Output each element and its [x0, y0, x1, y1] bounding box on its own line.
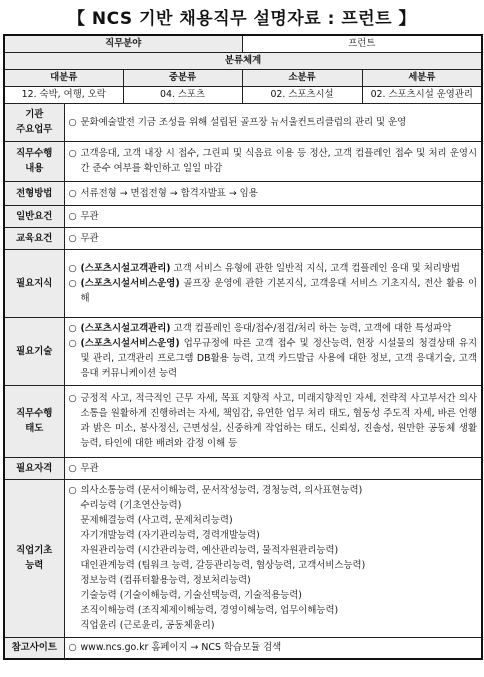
- bullet-icon: ○: [68, 262, 77, 274]
- knowledge-row: [4, 249, 482, 317]
- bullet-icon: ○: [68, 187, 77, 199]
- reference-link-text: www.ncs.go.kr 홈페이지 → NCS 학습모듈 검색: [80, 642, 282, 654]
- qualification-row: [4, 457, 482, 479]
- bullet-icon: ○: [68, 393, 77, 404]
- ability-item: 자원관리능력 (시간관리능력, 예산관리능력, 물적자원관리능력): [80, 545, 339, 556]
- screening-row: [4, 181, 482, 205]
- skills-row: [4, 317, 482, 385]
- bullet-icon: ○: [68, 232, 77, 244]
- basic-ability-label: 직업기초 능력: [4, 479, 64, 637]
- main-work-label: 기관 주요업무: [4, 103, 64, 141]
- skills-content: [64, 317, 482, 385]
- education-requirement-label: 교육요건: [4, 227, 64, 249]
- education-requirement-content: ○ 무관: [64, 227, 482, 249]
- sub-category-header: 세분류: [362, 69, 482, 86]
- skill-item: ○ (스포츠시설서비스운영) 업무규정에 따른 고객 접수 및 정산능력, 현장 시설물의 청결상태 유지 및 관리, 고객관리 프로그램 DB활용 능력, 고객 카드발급 사용에 대한 정보, 고객 응대기술, 고객응대 커뮤니케이션 능력: [68, 338, 478, 379]
- ability-item: 수리능력 (기초연산능력): [80, 500, 182, 511]
- education-requirement-row: [4, 227, 482, 249]
- job-description-table: [3, 34, 483, 660]
- ability-item: 자기개발능력 (자기관리능력, 경력개발능력): [80, 530, 260, 541]
- classification-system-label: 분류체계: [4, 52, 482, 69]
- job-content-text: ○ 고객응대, 고객 내장 시 접수, 그린피 및 식음료 이용 등 정산, 고객 컴플레인 접수 및 처리 운영시간 준수 여부를 확인하고 일일 마감: [64, 141, 482, 181]
- general-requirement-content: ○ 무관: [64, 205, 482, 227]
- bullet-icon: ○: [68, 338, 77, 349]
- bullet-icon: ○: [68, 148, 77, 159]
- attitude-content: ○ 긍정적 사고, 적극적인 근무 자세, 목표 지향적 사고, 미래지향적인 자세, 전략적 사고부서간 의사소통을 원활하게 진행하려는 자세, 책임감, 유연한 업무 처리 태도, 협동성 주도적 자세, 바른 언행과 밝은 미소, 봉사정신, 근면성실, 신중하게 작업하는 태도, 신뢰성, 진솔성, 원만한 공동체 생활 능력, 타인에 대한 배려와 감정 이해 등: [64, 385, 482, 457]
- ability-item: ○ 의사소통능력 (문서이해능력, 문서작성능력, 경청능력, 의사표현능력): [68, 485, 363, 496]
- ability-item: 문제해결능력 (사고력, 문제처리능력): [80, 515, 233, 526]
- bullet-icon: ○: [68, 485, 77, 496]
- reference-label: 참고사이트: [4, 637, 64, 659]
- job-field-value: 프런트: [242, 35, 482, 52]
- main-work-row: [4, 103, 482, 141]
- general-requirement-row: [4, 205, 482, 227]
- attitude-row: [4, 385, 482, 457]
- knowledge-item: ○ (스포츠시설고객관리) 고객 서비스 유형에 관한 일반적 지식, 고객 컴플레인 응대 및 처리방법: [68, 262, 460, 274]
- main-work-content: ○ 문화예술발전 기금 조성을 위해 설립된 골프장 뉴서울컨트리클럽의 관리 및 운영: [64, 103, 482, 141]
- ability-item: 기술능력 (기술이해능력, 기술선택능력, 기술적용능력): [80, 590, 302, 601]
- bullet-icon: ○: [68, 642, 77, 654]
- knowledge-item: ○ (스포츠시설서비스운영) 골프장 운영에 관한 기본지식, 고객응대 서비스 기초지식, 전산 활용 이해: [68, 277, 478, 304]
- ability-item: 조직이해능력 (조직체제이해능력, 경영이해능력, 업무이해능력): [80, 605, 339, 616]
- basic-ability-row: [4, 479, 482, 637]
- page-title: 【 NCS 기반 채용직무 설명자료 : 프런트 】: [68, 9, 416, 29]
- classification-system-row: [4, 52, 482, 69]
- job-content-row: [4, 141, 482, 181]
- ability-item: 직업윤리 (근로윤리, 공동체윤리): [80, 620, 215, 631]
- ability-item: 대인관계능력 (팀워크 능력, 갈등관리능력, 협상능력, 고객서비스능력): [80, 560, 366, 571]
- major-category-value: 12. 숙박, 여행, 오락: [4, 86, 123, 103]
- minor-category-header: 소분류: [242, 69, 362, 86]
- screening-content: ○ 서류전형 → 면접전형 → 합격자발표 → 임용: [64, 181, 482, 205]
- bullet-icon: ○: [68, 116, 77, 128]
- classification-header-row: [4, 69, 482, 86]
- knowledge-content: [64, 249, 482, 317]
- job-field-label: 직무분야: [4, 35, 242, 52]
- ability-item: 정보능력 (컴퓨터활용능력, 정보처리능력): [80, 575, 251, 586]
- bullet-icon: ○: [68, 462, 77, 474]
- screening-label: 전형방법: [4, 181, 64, 205]
- middle-category-header: 중분류: [123, 69, 242, 86]
- reference-row: [4, 637, 482, 659]
- sub-category-value: 02. 스포츠시설 운영관리: [362, 86, 482, 103]
- middle-category-value: 04. 스포츠: [123, 86, 242, 103]
- attitude-label: 직무수행 태도: [4, 385, 64, 457]
- classification-value-row: [4, 86, 482, 103]
- bullet-icon: ○: [68, 210, 77, 222]
- job-content-label: 직무수행 내용: [4, 141, 64, 181]
- general-requirement-label: 일반요건: [4, 205, 64, 227]
- skills-label: 필요기술: [4, 317, 64, 385]
- major-category-header: 대분류: [4, 69, 123, 86]
- bullet-icon: ○: [68, 323, 77, 334]
- minor-category-value: 02. 스포츠시설: [242, 86, 362, 103]
- qualification-content: ○ 무관: [64, 457, 482, 479]
- basic-ability-content: [64, 479, 482, 637]
- reference-content: [64, 637, 482, 659]
- bullet-icon: ○: [68, 277, 77, 289]
- knowledge-label: 필요지식: [4, 249, 64, 317]
- qualification-label: 필요자격: [4, 457, 64, 479]
- job-field-row: [4, 35, 482, 52]
- skill-item: ○ (스포츠시설고객관리) 고객 컴플레인 응대/접수/점검/처리 하는 능력, 고객에 대한 특성파악: [68, 323, 452, 334]
